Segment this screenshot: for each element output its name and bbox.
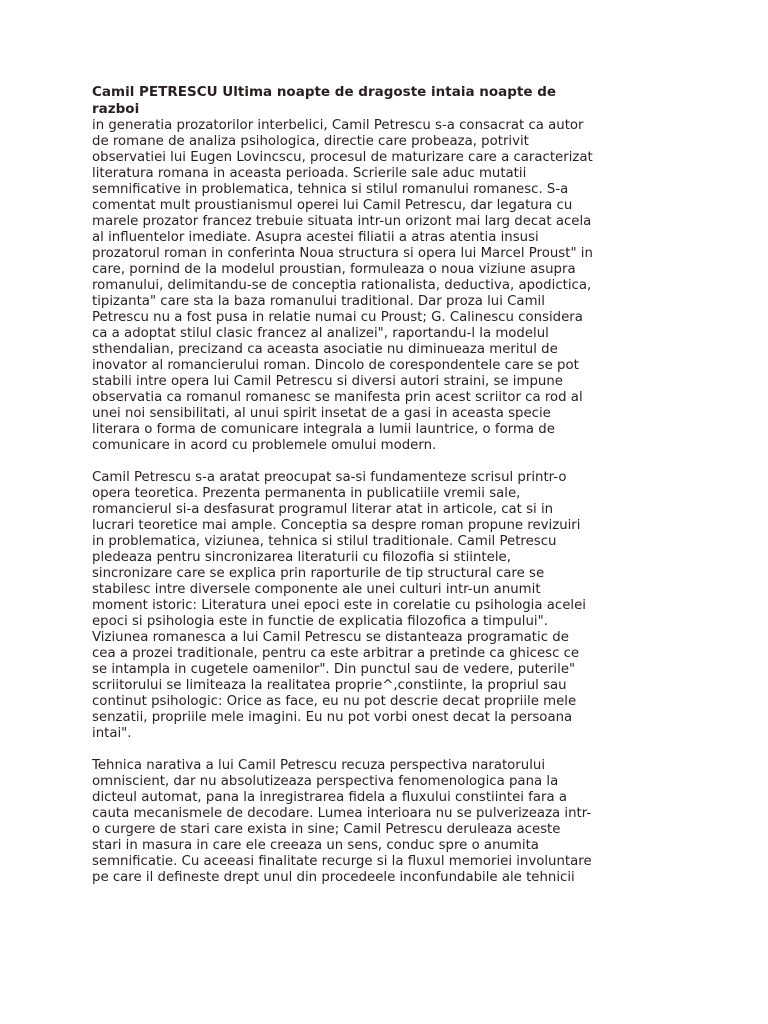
text-line: Tehnica narativa a lui Camil Petrescu recuza perspectiva naratorului — [92, 758, 546, 773]
text-line: al influentelor imediate. Asupra acestei filiatii a atras atentia insusi — [92, 230, 539, 245]
text-line: senzatii, propriile mele imagini. Eu nu pot vorbi onest decat la persoana — [92, 710, 573, 725]
text-line: stari in masura in care ele creeaza un sens, conduc spre o anumita — [92, 838, 539, 853]
text-line: pledeaza pentru sincronizarea literaturii cu filozofia si stiintele, — [92, 550, 511, 565]
text-line: romanului, delimitandu-se de conceptia rationalista, deductiva, apodictica, — [92, 278, 592, 293]
text-line: marele prozator francez trebuie situata intr-un orizont mai larg decat acela — [92, 214, 592, 229]
text-line: Viziunea romanesca a lui Camil Petrescu se distanteaza programatic de — [92, 630, 569, 645]
text-line: stabili intre opera lui Camil Petrescu si diversi autori straini, se impune — [92, 374, 563, 389]
text-line: ca a adoptat stilul clasic francez al analizei", raportandu-l la modelul — [92, 326, 549, 341]
text-line: prozatorul roman in conferinta Noua structura si opera lui Marcel Proust" in — [92, 246, 593, 261]
text-line: care, pornind de la modelul proustian, formuleaza o noua viziune asupra — [92, 262, 576, 277]
title-line: razboi — [92, 101, 140, 117]
paragraph-spacer — [92, 454, 692, 470]
text-line: se intampla in cugetele oamenilor". Din punctul sau de vedere, puterile" — [92, 662, 576, 677]
document-title — [92, 84, 692, 118]
text-line: moment istoric: Literatura unei epoci este in corelatie cu psihologia acelei — [92, 598, 586, 613]
text-line: Camil Petrescu s-a aratat preocupat sa-si fundamenteze scrisul printr-o — [92, 470, 567, 485]
text-line: Petrescu nu a fost pusa in relatie numai cu Proust; G. Calinescu considera — [92, 310, 583, 325]
text-line: semnificatie. Cu aceeasi finalitate recurge si la fluxul memoriei involuntare — [92, 854, 592, 869]
text-line: semnificative in problematica, tehnica si stilul romanului romanesc. S-a — [92, 182, 569, 197]
text-line: stabilesc intre diversele componente ale unei culturi intr-un anumit — [92, 582, 541, 597]
title-line: Camil PETRESCU Ultima noapte de dragoste intaia noapte de — [92, 84, 557, 100]
text-line: omniscient, dar nu absolutizeaza perspectiva fenomenologica pana la — [92, 774, 559, 789]
text-line: dicteul automat, pana la inregistrarea fidela a fluxului constiintei fara a — [92, 790, 567, 805]
text-line: tipizanta" care sta la baza romanului traditional. Dar proza lui Camil — [92, 294, 545, 309]
text-line: scriitorului se limiteaza la realitatea proprie^,constiinte, la propriul sau — [92, 678, 567, 693]
text-line: unei noi sensibilitati, al unui spirit insetat de a gasi in aceasta specie — [92, 406, 551, 421]
text-line: pe care il defineste drept unul din procedeele inconfundabile ale tehnicii — [92, 870, 575, 885]
text-line: comentat mult proustianismul operei lui Camil Petrescu, dar legatura cu — [92, 198, 573, 213]
text-line: in generatia prozatorilor interbelici, Camil Petrescu s-a consacrat ca autor — [92, 118, 584, 133]
text-line: intai". — [92, 726, 132, 741]
text-line: opera teoretica. Prezenta permanenta in publicatiile vremii sale, — [92, 486, 521, 501]
text-line: literatura romana in aceasta perioada. Scrierile sale aduc mutatii — [92, 166, 527, 181]
text-line: sincronizare care se explica prin raporturile de tip structural care se — [92, 566, 545, 581]
paragraph-spacer — [92, 742, 692, 758]
text-line: inovator al romancierului roman. Dincolo de corespondentele care se pot — [92, 358, 579, 373]
text-line: epoci si psihologia este in functie de explicatia filozofica a timpului". — [92, 614, 548, 629]
text-line: de romane de analiza psihologica, directie care probeaza, potrivit — [92, 134, 529, 149]
text-line: in problematica, viziunea, tehnica si stilul traditionale. Camil Petrescu — [92, 534, 557, 549]
paragraph-3 — [92, 758, 692, 886]
paragraph-1 — [92, 118, 692, 454]
text-line: continut psihologic: Orice as face, eu nu pot descrie decat propriile mele — [92, 694, 577, 709]
text-line: cea a prozei traditionale, pentru ca este arbitrar a pretinde ca ghicesc ce — [92, 646, 580, 661]
document-page — [92, 84, 692, 886]
text-line: observatiei lui Eugen Lovincscu, procesul de maturizare care a caracterizat — [92, 150, 593, 165]
text-line: comunicare in acord cu problemele omului modern. — [92, 438, 437, 453]
text-line: literara o forma de comunicare integrala a lumii launtrice, o forma de — [92, 422, 555, 437]
text-line: observatia ca romanul romanesc se manifesta prin acest scriitor ca rod al — [92, 390, 583, 405]
text-line: lucrari teoretice mai ample. Conceptia sa despre roman propune revizuiri — [92, 518, 581, 533]
text-line: o curgere de stari care exista in sine; Camil Petrescu deruleaza aceste — [92, 822, 561, 837]
text-line: romancierul si-a desfasurat programul literar atat in articole, cat si in — [92, 502, 554, 517]
text-line: sthendalian, precizand ca aceasta asociatie nu diminueaza meritul de — [92, 342, 558, 357]
paragraph-2 — [92, 470, 692, 742]
text-line: cauta mecanismele de decodare. Lumea interioara nu se pulverizeaza intr- — [92, 806, 592, 821]
